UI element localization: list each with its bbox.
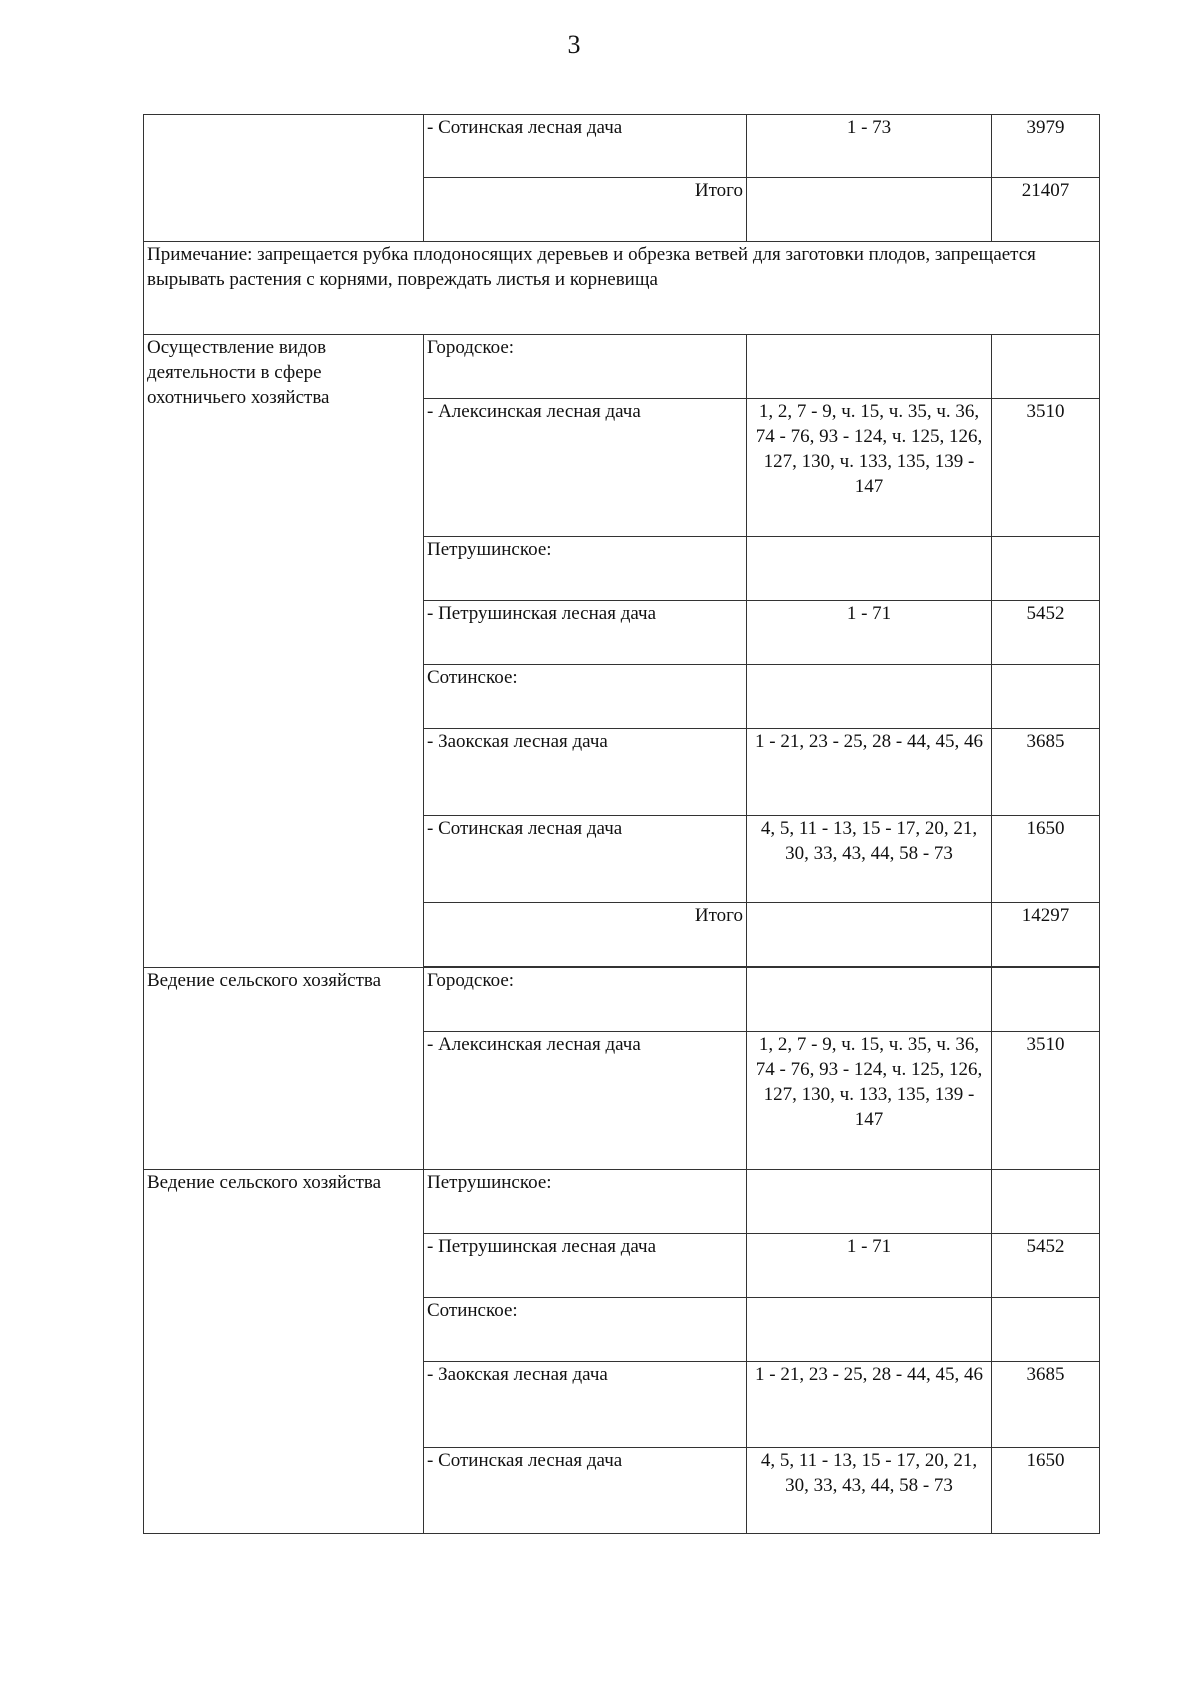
- table-row: [144, 1170, 1100, 1234]
- forest-use-table: [143, 114, 1100, 1534]
- area-cell: 3510: [992, 399, 1100, 537]
- quarters-cell: 4, 5, 11 - 13, 15 - 17, 20, 21, 30, 33, 43, 44, 58 - 73: [747, 816, 992, 903]
- note-text: Примечание: запрещается рубка плодоносящих деревьев и обрезка ветвей для заготовки плодов, запрещается вырывать растения с корнями, повреждать листья и корневища: [144, 242, 1100, 335]
- table-row: [144, 335, 1100, 399]
- area-cell: [992, 335, 1100, 399]
- settlement-label: Петрушинское:: [424, 537, 747, 601]
- quarters-cell: [747, 178, 992, 242]
- quarters-cell: [747, 903, 992, 967]
- forest-name-cell: - Алексинская лесная дача: [424, 399, 747, 537]
- table-row: [144, 115, 1100, 178]
- area-cell: 5452: [992, 601, 1100, 665]
- quarters-cell: [747, 1298, 992, 1362]
- quarters-cell: 1, 2, 7 - 9, ч. 15, ч. 35, ч. 36, 74 - 76, 93 - 124, ч. 125, 126, 127, 130, ч. 133, 135, 139 - 147: [747, 1032, 992, 1170]
- forest-name-cell: - Петрушинская лесная дача: [424, 601, 747, 665]
- forest-name-cell: - Алексинская лесная дача: [424, 1032, 747, 1170]
- total-area-cell: 21407: [992, 178, 1100, 242]
- quarters-cell: [747, 335, 992, 399]
- quarters-cell: 1 - 71: [747, 601, 992, 665]
- quarters-cell: [747, 968, 992, 1032]
- quarters-cell: 1 - 21, 23 - 25, 28 - 44, 45, 46: [747, 1362, 992, 1448]
- total-area-cell: 14297: [992, 903, 1100, 967]
- area-cell: [992, 968, 1100, 1032]
- quarters-cell: 1 - 71: [747, 1234, 992, 1298]
- table-row: [144, 968, 1100, 1032]
- quarters-cell: 1 - 73: [747, 115, 992, 178]
- area-cell: 3510: [992, 1032, 1100, 1170]
- note-row: [144, 242, 1100, 335]
- area-cell: [992, 665, 1100, 729]
- activity-cell: Ведение сельского хозяйства: [144, 968, 424, 1170]
- settlement-label: Сотинское:: [424, 1298, 747, 1362]
- settlement-label: Петрушинское:: [424, 1170, 747, 1234]
- quarters-cell: 4, 5, 11 - 13, 15 - 17, 20, 21, 30, 33, 43, 44, 58 - 73: [747, 1448, 992, 1534]
- area-cell: 1650: [992, 816, 1100, 903]
- area-cell: 3685: [992, 729, 1100, 816]
- total-label: Итого: [424, 178, 747, 242]
- activity-cell: Ведение сельского хозяйства: [144, 1170, 424, 1534]
- quarters-cell: 1, 2, 7 - 9, ч. 15, ч. 35, ч. 36, 74 - 76, 93 - 124, ч. 125, 126, 127, 130, ч. 133, 135, 139 - 147: [747, 399, 992, 537]
- settlement-label: Городское:: [424, 968, 747, 1032]
- area-cell: [992, 537, 1100, 601]
- forest-name-cell: - Сотинская лесная дача: [424, 115, 747, 178]
- area-cell: 3685: [992, 1362, 1100, 1448]
- quarters-cell: [747, 537, 992, 601]
- page-number: 3: [567, 30, 581, 59]
- activity-cell: Осуществление видов деятельности в сфере охотничьего хозяйства: [144, 335, 424, 968]
- forest-name-cell: - Петрушинская лесная дача: [424, 1234, 747, 1298]
- area-cell: 1650: [992, 1448, 1100, 1534]
- forest-name-cell: - Заокская лесная дача: [424, 729, 747, 816]
- area-cell: 3979: [992, 115, 1100, 178]
- quarters-cell: [747, 1170, 992, 1234]
- area-cell: [992, 1170, 1100, 1234]
- area-cell: [992, 1298, 1100, 1362]
- area-cell: 5452: [992, 1234, 1100, 1298]
- total-label: Итого: [424, 903, 747, 967]
- settlement-label: Сотинское:: [424, 665, 747, 729]
- settlement-label: Городское:: [424, 335, 747, 399]
- forest-name-cell: - Сотинская лесная дача: [424, 816, 747, 903]
- forest-name-cell: - Заокская лесная дача: [424, 1362, 747, 1448]
- quarters-cell: [747, 665, 992, 729]
- quarters-cell: 1 - 21, 23 - 25, 28 - 44, 45, 46: [747, 729, 992, 816]
- forest-name-cell: - Сотинская лесная дача: [424, 1448, 747, 1534]
- activity-cell-empty: [144, 115, 424, 242]
